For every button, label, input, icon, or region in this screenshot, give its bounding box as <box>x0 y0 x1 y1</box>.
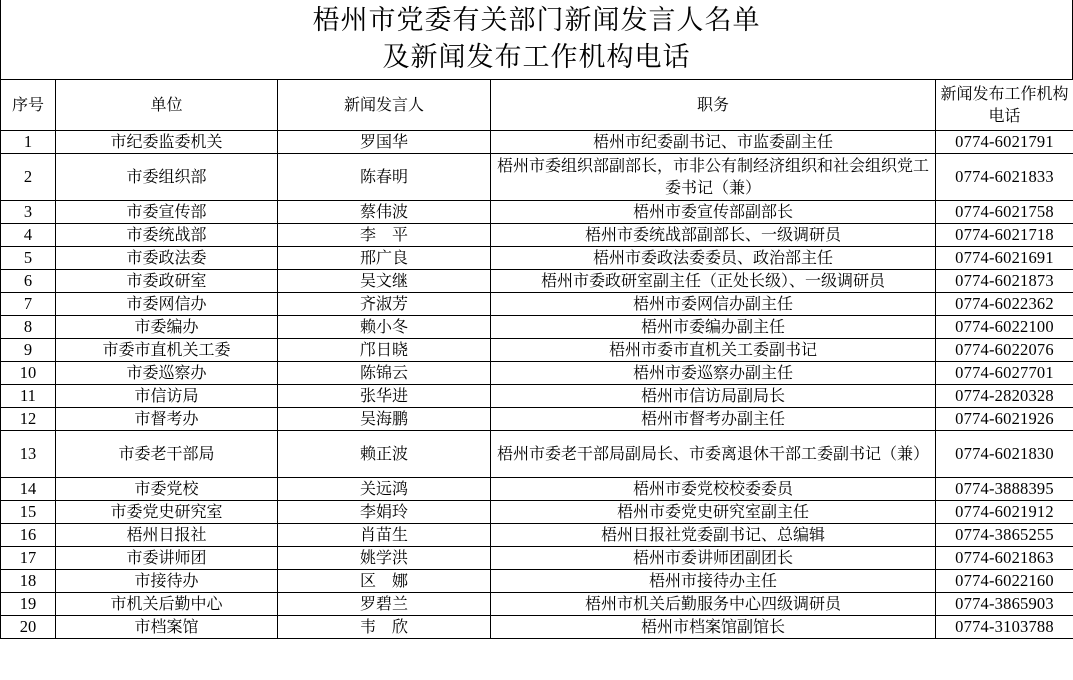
header-spokesperson: 新闻发言人 <box>278 80 491 131</box>
cell-unit: 市接待办 <box>56 570 278 593</box>
cell-spokesperson: 张华进 <box>278 385 491 408</box>
cell-number: 14 <box>1 478 56 501</box>
cell-number: 9 <box>1 339 56 362</box>
cell-unit: 市委党史研究室 <box>56 501 278 524</box>
cell-spokesperson: 吴文继 <box>278 270 491 293</box>
cell-position: 梧州市委巡察办副主任 <box>491 362 936 385</box>
cell-number: 17 <box>1 547 56 570</box>
cell-number: 20 <box>1 616 56 639</box>
cell-position: 梧州市档案馆副馆长 <box>491 616 936 639</box>
cell-position: 梧州市委宣传部副部长 <box>491 201 936 224</box>
cell-position: 梧州日报社党委副书记、总编辑 <box>491 524 936 547</box>
cell-number: 3 <box>1 201 56 224</box>
cell-unit: 市委市直机关工委 <box>56 339 278 362</box>
table-row <box>1 247 1073 270</box>
cell-phone: 0774-3103788 <box>936 616 1073 639</box>
cell-spokesperson: 姚学洪 <box>278 547 491 570</box>
cell-unit: 市委组织部 <box>56 154 278 201</box>
cell-spokesperson: 罗碧兰 <box>278 593 491 616</box>
cell-number: 1 <box>1 131 56 154</box>
cell-phone: 0774-6021791 <box>936 131 1073 154</box>
table-row <box>1 131 1073 154</box>
cell-phone: 0774-3865903 <box>936 593 1073 616</box>
cell-phone: 0774-6022160 <box>936 570 1073 593</box>
cell-spokesperson: 韦 欣 <box>278 616 491 639</box>
cell-unit: 市委讲师团 <box>56 547 278 570</box>
header-phone: 新闻发布工作机构电话 <box>936 80 1073 131</box>
cell-spokesperson: 陈锦云 <box>278 362 491 385</box>
cell-phone: 0774-6021912 <box>936 501 1073 524</box>
table-row <box>1 154 1073 201</box>
cell-phone: 0774-3865255 <box>936 524 1073 547</box>
cell-unit: 市委巡察办 <box>56 362 278 385</box>
cell-phone: 0774-6021830 <box>936 431 1073 478</box>
cell-phone: 0774-6021833 <box>936 154 1073 201</box>
cell-phone: 0774-6021873 <box>936 270 1073 293</box>
cell-number: 12 <box>1 408 56 431</box>
cell-unit: 梧州日报社 <box>56 524 278 547</box>
cell-phone: 0774-6021691 <box>936 247 1073 270</box>
cell-spokesperson: 关远鸿 <box>278 478 491 501</box>
cell-position: 梧州市委党校校委委员 <box>491 478 936 501</box>
cell-spokesperson: 赖正波 <box>278 431 491 478</box>
table-row <box>1 616 1073 639</box>
cell-unit: 市档案馆 <box>56 616 278 639</box>
cell-spokesperson: 肖苗生 <box>278 524 491 547</box>
cell-spokesperson: 李 平 <box>278 224 491 247</box>
table-row <box>1 408 1073 431</box>
cell-phone: 0774-6022362 <box>936 293 1073 316</box>
cell-number: 8 <box>1 316 56 339</box>
cell-number: 10 <box>1 362 56 385</box>
title-line-2: 及新闻发布工作机构电话 <box>382 42 691 73</box>
cell-unit: 市委网信办 <box>56 293 278 316</box>
cell-position: 梧州市委网信办副主任 <box>491 293 936 316</box>
table-row <box>1 385 1073 408</box>
cell-phone: 0774-6027701 <box>936 362 1073 385</box>
cell-position: 梧州市机关后勤服务中心四级调研员 <box>491 593 936 616</box>
cell-position: 梧州市接待办主任 <box>491 570 936 593</box>
table-header-row <box>1 80 1073 131</box>
cell-unit: 市信访局 <box>56 385 278 408</box>
cell-phone: 0774-2820328 <box>936 385 1073 408</box>
cell-phone: 0774-6021926 <box>936 408 1073 431</box>
cell-spokesperson: 齐淑芳 <box>278 293 491 316</box>
cell-phone: 0774-6021863 <box>936 547 1073 570</box>
cell-position: 梧州市委政研室副主任（正处长级）、一级调研员 <box>491 270 936 293</box>
cell-unit: 市委党校 <box>56 478 278 501</box>
header-number: 序号 <box>1 80 56 131</box>
table-row <box>1 547 1073 570</box>
table-row <box>1 224 1073 247</box>
cell-number: 6 <box>1 270 56 293</box>
cell-spokesperson: 李娟玲 <box>278 501 491 524</box>
table-row <box>1 570 1073 593</box>
cell-unit: 市委统战部 <box>56 224 278 247</box>
cell-unit: 市委老干部局 <box>56 431 278 478</box>
cell-position: 梧州市委老干部局副局长、市委离退休干部工委副书记（兼） <box>491 431 936 478</box>
table-row <box>1 293 1073 316</box>
cell-position: 梧州市纪委副书记、市监委副主任 <box>491 131 936 154</box>
cell-phone: 0774-6021758 <box>936 201 1073 224</box>
cell-number: 13 <box>1 431 56 478</box>
title-line-1: 梧州市党委有关部门新闻发言人名单 <box>312 5 761 36</box>
cell-unit: 市督考办 <box>56 408 278 431</box>
cell-unit: 市委宣传部 <box>56 201 278 224</box>
cell-position: 梧州市委市直机关工委副书记 <box>491 339 936 362</box>
cell-spokesperson: 邝日晓 <box>278 339 491 362</box>
cell-spokesperson: 区 娜 <box>278 570 491 593</box>
cell-number: 18 <box>1 570 56 593</box>
table-row <box>1 524 1073 547</box>
cell-unit: 市委政法委 <box>56 247 278 270</box>
cell-unit: 市委政研室 <box>56 270 278 293</box>
document-title <box>0 0 1073 79</box>
cell-position: 梧州市委政法委委员、政治部主任 <box>491 247 936 270</box>
cell-phone: 0774-6021718 <box>936 224 1073 247</box>
cell-spokesperson: 罗国华 <box>278 131 491 154</box>
cell-number: 7 <box>1 293 56 316</box>
cell-number: 16 <box>1 524 56 547</box>
table-row <box>1 270 1073 293</box>
cell-spokesperson: 蔡伟波 <box>278 201 491 224</box>
table-row <box>1 339 1073 362</box>
table-body <box>1 131 1073 639</box>
cell-number: 19 <box>1 593 56 616</box>
cell-number: 15 <box>1 501 56 524</box>
cell-number: 4 <box>1 224 56 247</box>
cell-position: 梧州市委统战部副部长、一级调研员 <box>491 224 936 247</box>
cell-phone: 0774-6022076 <box>936 339 1073 362</box>
table-row <box>1 501 1073 524</box>
cell-position: 梧州市信访局副局长 <box>491 385 936 408</box>
cell-spokesperson: 赖小冬 <box>278 316 491 339</box>
table-row <box>1 593 1073 616</box>
table-row <box>1 201 1073 224</box>
cell-phone: 0774-6022100 <box>936 316 1073 339</box>
header-unit: 单位 <box>56 80 278 131</box>
cell-position: 梧州市委编办副主任 <box>491 316 936 339</box>
cell-position: 梧州市委党史研究室副主任 <box>491 501 936 524</box>
spokesperson-table <box>0 79 1073 639</box>
table-row <box>1 431 1073 478</box>
cell-unit: 市纪委监委机关 <box>56 131 278 154</box>
cell-position: 梧州市督考办副主任 <box>491 408 936 431</box>
cell-spokesperson: 吴海鹏 <box>278 408 491 431</box>
table-row <box>1 362 1073 385</box>
cell-number: 11 <box>1 385 56 408</box>
table-row <box>1 478 1073 501</box>
cell-unit: 市委编办 <box>56 316 278 339</box>
cell-position: 梧州市委讲师团副团长 <box>491 547 936 570</box>
cell-number: 2 <box>1 154 56 201</box>
header-position: 职务 <box>491 80 936 131</box>
cell-number: 5 <box>1 247 56 270</box>
cell-spokesperson: 邢广良 <box>278 247 491 270</box>
cell-spokesperson: 陈春明 <box>278 154 491 201</box>
table-row <box>1 316 1073 339</box>
cell-position: 梧州市委组织部副部长，市非公有制经济组织和社会组织党工委书记（兼） <box>491 154 936 201</box>
cell-unit: 市机关后勤中心 <box>56 593 278 616</box>
cell-phone: 0774-3888395 <box>936 478 1073 501</box>
